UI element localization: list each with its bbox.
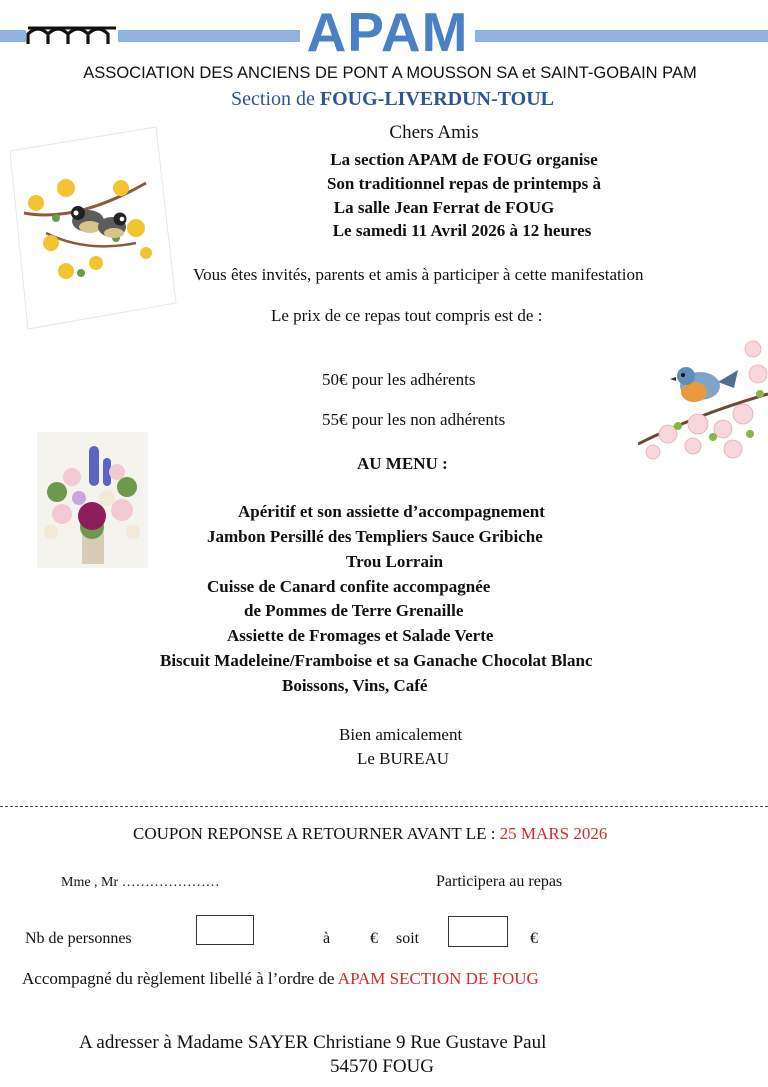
bridge-logo-icon xyxy=(26,22,118,46)
header-bar-right xyxy=(475,30,768,42)
coupon-deadline: 25 MARS 2026 xyxy=(499,824,608,843)
total-amount-box[interactable] xyxy=(448,916,508,947)
price-non-members: 55€ pour les non adhérents xyxy=(322,410,506,429)
menu-item-6: Assiette de Fromages et Salade Verte xyxy=(227,626,494,645)
menu-item-5: de Pommes de Terre Grenaille xyxy=(244,601,464,620)
section-prefix: Section de xyxy=(231,88,320,110)
a-label: à xyxy=(323,930,331,947)
intro-line-2: Son traditionnel repas de printemps à xyxy=(326,174,602,193)
coupon-title-text: COUPON REPONSE A RETOURNER AVANT LE : xyxy=(133,824,500,843)
persons-count-box[interactable] xyxy=(196,915,254,945)
payment-prefix: Accompagné du règlement libellé à l’ordre de xyxy=(22,969,338,988)
persons-label: Nb de personnes xyxy=(25,930,132,947)
payment-payee: APAM SECTION DE FOUG xyxy=(337,969,539,988)
apam-logo: APAM xyxy=(306,1,469,63)
coupon-title xyxy=(133,824,607,844)
coupon-participate: Participera au repas xyxy=(436,873,563,890)
robin-cherry-blossom-illustration xyxy=(638,334,768,466)
menu-title: AU MENU : xyxy=(357,454,448,473)
payment-line xyxy=(22,969,539,989)
euro-label-1: € xyxy=(370,930,378,947)
greeting: Chers Amis xyxy=(389,122,479,143)
intro-line-1: La section APAM de FOUG organise xyxy=(330,150,598,169)
price-intro: Le prix de ce repas tout compris est de : xyxy=(271,306,543,325)
flower-bouquet-illustration xyxy=(37,432,148,568)
address-line-1: A adresser à Madame SAYER Christiane 9 Rue Gustave Paul xyxy=(79,1032,547,1053)
menu-item-3: Trou Lorrain xyxy=(346,552,444,571)
menu-item-7: Biscuit Madeleine/Framboise et sa Ganache Chocolat Blanc xyxy=(160,651,593,670)
invitation-text: Vous êtes invités, parents et amis à participer à cette manifestation xyxy=(193,265,644,284)
intro-line-3: La salle Jean Ferrat de FOUG xyxy=(333,198,555,217)
menu-item-1: Apéritif et son assiette d’accompagnement xyxy=(238,502,545,521)
menu-item-4: Cuisse de Canard confite accompagnée xyxy=(207,577,491,596)
closing-signature: Le BUREAU xyxy=(357,749,450,768)
closing-regards: Bien amicalement xyxy=(339,725,463,744)
price-members: 50€ pour les adhérents xyxy=(322,370,476,389)
menu-item-8: Boissons, Vins, Café xyxy=(282,676,428,695)
intro-line-4: Le samedi 11 Avril 2026 à 12 heures xyxy=(332,221,592,240)
soit-label: soit xyxy=(396,930,420,947)
association-name: ASSOCIATION DES ANCIENS DE PONT A MOUSSON SA et SAINT-GOBAIN PAM xyxy=(83,64,697,82)
menu-item-2: Jambon Persillé des Templiers Sauce Gribiche xyxy=(207,527,543,546)
cut-line xyxy=(0,806,768,807)
section-name: FOUG-LIVERDUN-TOUL xyxy=(319,88,554,110)
euro-label-2: € xyxy=(530,930,538,947)
section-title xyxy=(0,88,768,111)
address-line-2: 54570 FOUG xyxy=(330,1056,434,1077)
coupon-name-field[interactable]: Mme , Mr ………………… xyxy=(61,875,220,890)
